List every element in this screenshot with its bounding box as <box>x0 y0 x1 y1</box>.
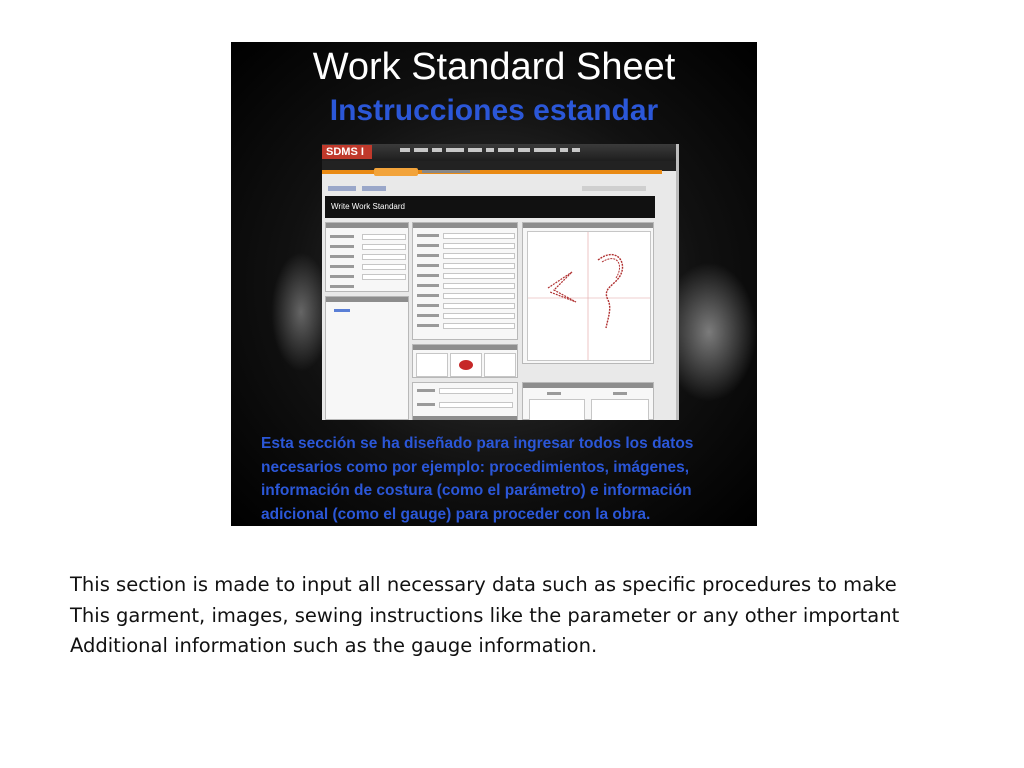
app-toolbar-item <box>582 186 646 191</box>
caption-line: Additional information such as the gauge information. <box>70 634 598 657</box>
slide-description: Esta sección se ha diseñado para ingresar todos los datos necesarios como por ejemplo: procedimientos, imágenes, información de costura (como el parámetro) e información adicional (como el gauge) para proceder con la obra. <box>261 435 694 523</box>
app-toolbar-item <box>362 186 386 191</box>
slide-subtitle: Instrucciones estandar <box>329 94 659 127</box>
drawing-box <box>522 222 654 364</box>
app-logo: SDMS I <box>322 145 372 159</box>
parameter-box <box>412 222 518 340</box>
caption <box>70 570 1000 662</box>
app-toolbar-item <box>328 186 356 191</box>
tree-box <box>325 296 409 420</box>
slide-image <box>231 42 757 526</box>
app-page-header: Write Work Standard <box>325 196 655 218</box>
caption-line: This section is made to input all necessary data such as specific procedures to make <box>70 573 897 596</box>
app-nav <box>400 148 580 152</box>
app-top-bar <box>322 144 676 161</box>
app-screenshot <box>322 144 679 420</box>
app-accent-strip <box>322 170 662 174</box>
gauge-box <box>522 382 654 420</box>
selector-box <box>412 382 518 420</box>
app-tab-label <box>422 170 470 173</box>
sewing-drawing <box>527 231 651 361</box>
slide-title: Work Standard Sheet <box>312 46 676 88</box>
info-box <box>325 222 409 292</box>
caption-line: This garment, images, sewing instructions like the parameter or any other important <box>70 603 900 627</box>
image-thumbs-box <box>412 344 518 378</box>
app-active-tab <box>374 168 418 176</box>
